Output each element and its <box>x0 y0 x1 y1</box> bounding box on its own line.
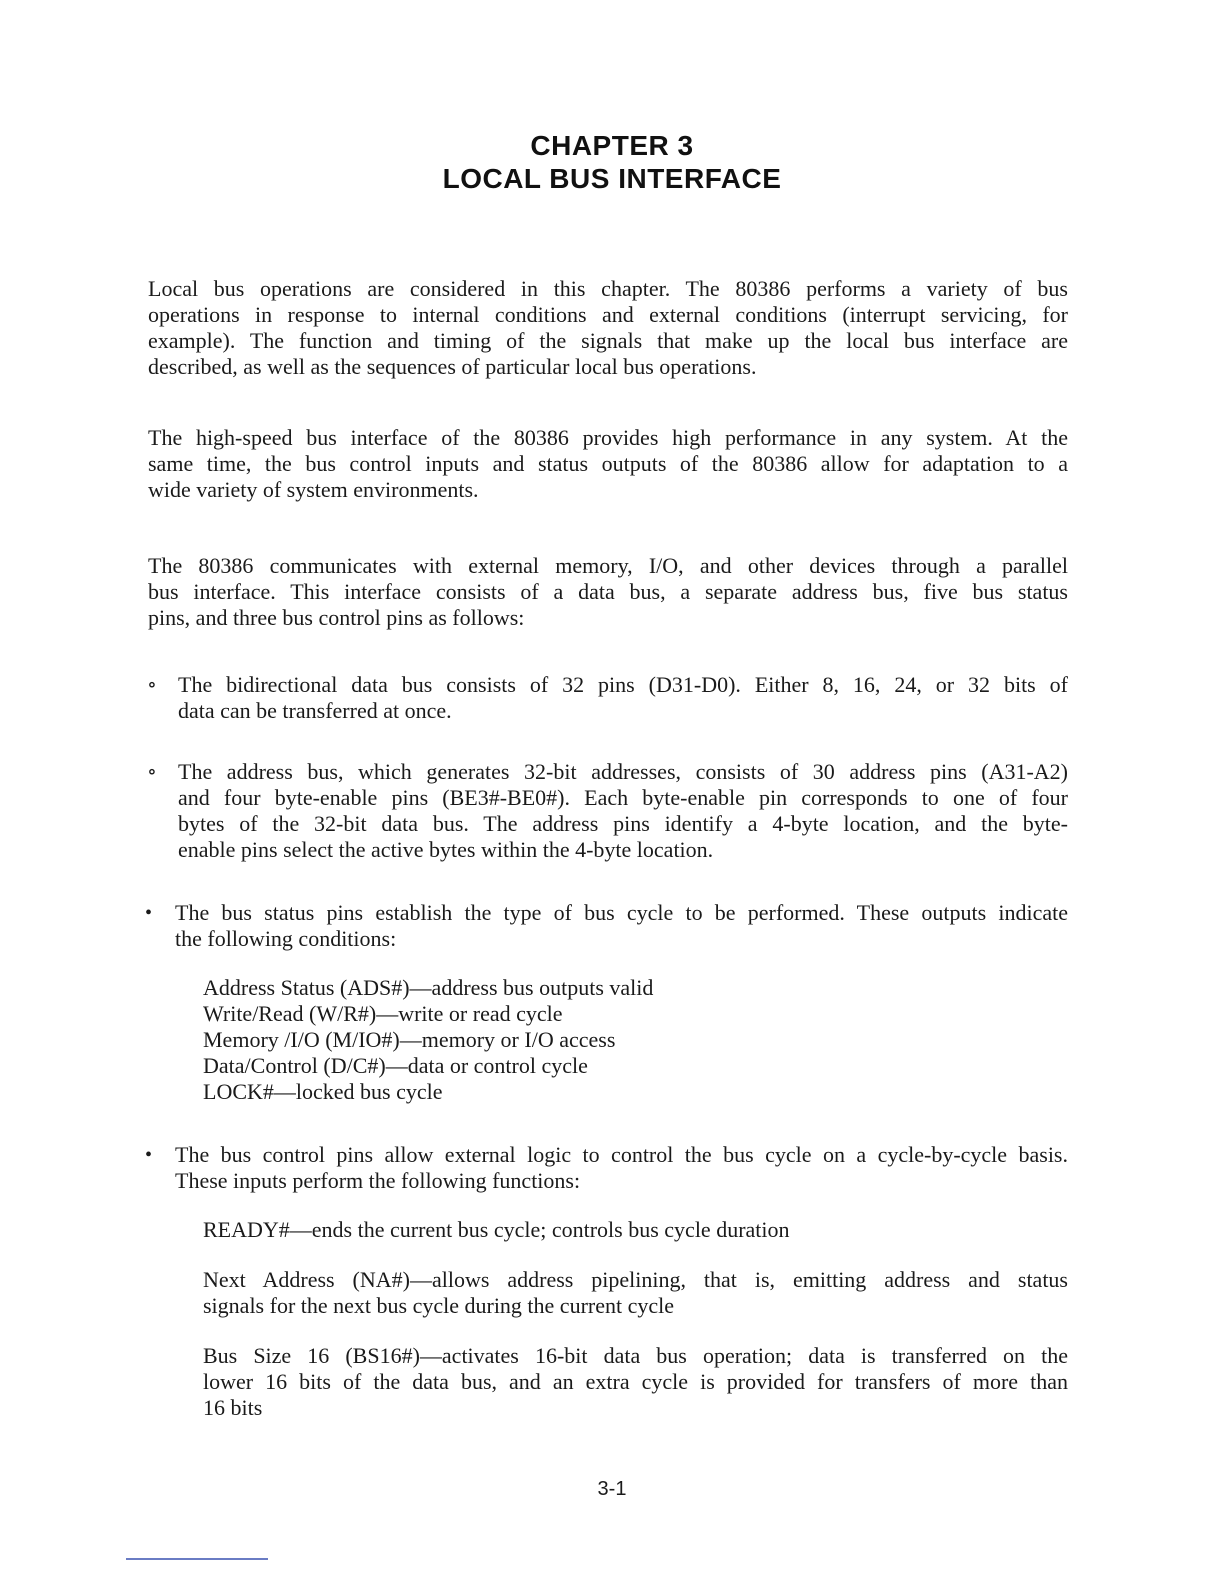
text-line: enable pins select the active bytes within the 4-byte location. <box>178 837 714 862</box>
status-signal: LOCK#—locked bus cycle <box>203 1079 443 1104</box>
bullet-data-bus <box>178 672 1068 724</box>
bullet-marker: • <box>145 1144 153 1166</box>
status-signal: Address Status (ADS#)—address bus outputs valid <box>203 975 654 1000</box>
bullet-marker: ∘ <box>147 761 157 783</box>
chapter-number: CHAPTER 3 <box>530 130 694 161</box>
bullet-status-pins <box>175 900 1068 952</box>
intro-paragraph <box>148 276 1068 380</box>
text-line: Next Address (NA#)—allows address pipelining, that is, emitting address and status <box>203 1267 1068 1292</box>
text-line: pins, and three bus control pins as follows: <box>148 605 525 630</box>
text-line: These inputs perform the following functions: <box>175 1168 581 1193</box>
bullet-address-bus <box>178 759 1068 863</box>
text-line: data can be transferred at once. <box>178 698 452 723</box>
page-number: 3-1 <box>597 1478 627 1500</box>
text-line: The 80386 communicates with external memory, I/O, and other devices through a parallel <box>148 553 1068 578</box>
text-line: The bidirectional data bus consists of 32 pins (D31-D0). Either 8, 16, 24, or 32 bits of <box>178 672 1068 697</box>
status-signal: Write/Read (W/R#)—write or read cycle <box>203 1001 563 1026</box>
text-line: wide variety of system environments. <box>148 477 479 502</box>
text-line: same time, the bus control inputs and status outputs of the 80386 allow for adaptation to a <box>148 451 1068 476</box>
text-line: and four byte-enable pins (BE3#-BE0#). Each byte-enable pin corresponds to one of four <box>178 785 1068 810</box>
bullet-marker: ∘ <box>147 674 157 696</box>
text-line: Local bus operations are considered in this chapter. The 80386 performs a variety of bus <box>148 276 1068 301</box>
bullet-marker: • <box>145 902 153 924</box>
text-line: The high-speed bus interface of the 80386 provides high performance in any system. At the <box>148 425 1068 450</box>
text-line: READY#—ends the current bus cycle; controls bus cycle duration <box>203 1217 790 1242</box>
text-line: The bus control pins allow external logic to control the bus cycle on a cycle-by-cycle basis. <box>175 1142 1068 1167</box>
control-function-bus-size <box>203 1343 1068 1421</box>
chapter-title: LOCAL BUS INTERFACE <box>442 163 782 194</box>
text-line: Bus Size 16 (BS16#)—activates 16-bit data bus operation; data is transferred on the <box>203 1343 1068 1368</box>
interface-paragraph <box>148 553 1068 631</box>
text-line: 16 bits <box>203 1395 263 1420</box>
text-line: the following conditions: <box>175 926 397 951</box>
text-line: lower 16 bits of the data bus, and an extra cycle is provided for transfers of more than <box>203 1369 1068 1394</box>
text-line: bus interface. This interface consists of a data bus, a separate address bus, five bus status <box>148 579 1068 604</box>
control-function-next-address <box>203 1267 1068 1319</box>
bullet-control-pins <box>175 1142 1068 1194</box>
status-signal: Memory /I/O (M/IO#)—memory or I/O access <box>203 1027 616 1052</box>
scan-edge-rule <box>126 1558 268 1560</box>
status-signal: Data/Control (D/C#)—data or control cycle <box>203 1053 588 1078</box>
performance-paragraph <box>148 425 1068 503</box>
text-line: example). The function and timing of the signals that make up the local bus interface are <box>148 328 1068 353</box>
text-line: operations in response to internal conditions and external conditions (interrupt servicing, for <box>148 302 1068 327</box>
control-function-ready <box>203 1217 1068 1243</box>
text-line: The address bus, which generates 32-bit addresses, consists of 30 address pins (A31-A2) <box>178 759 1068 784</box>
text-line: signals for the next bus cycle during the current cycle <box>203 1293 675 1318</box>
status-signal-list <box>203 975 1068 1105</box>
text-line: The bus status pins establish the type of bus cycle to be performed. These outputs indicate <box>175 900 1068 925</box>
text-line: described, as well as the sequences of particular local bus operations. <box>148 354 757 379</box>
text-line: bytes of the 32-bit data bus. The address pins identify a 4-byte location, and the byte- <box>178 811 1068 836</box>
